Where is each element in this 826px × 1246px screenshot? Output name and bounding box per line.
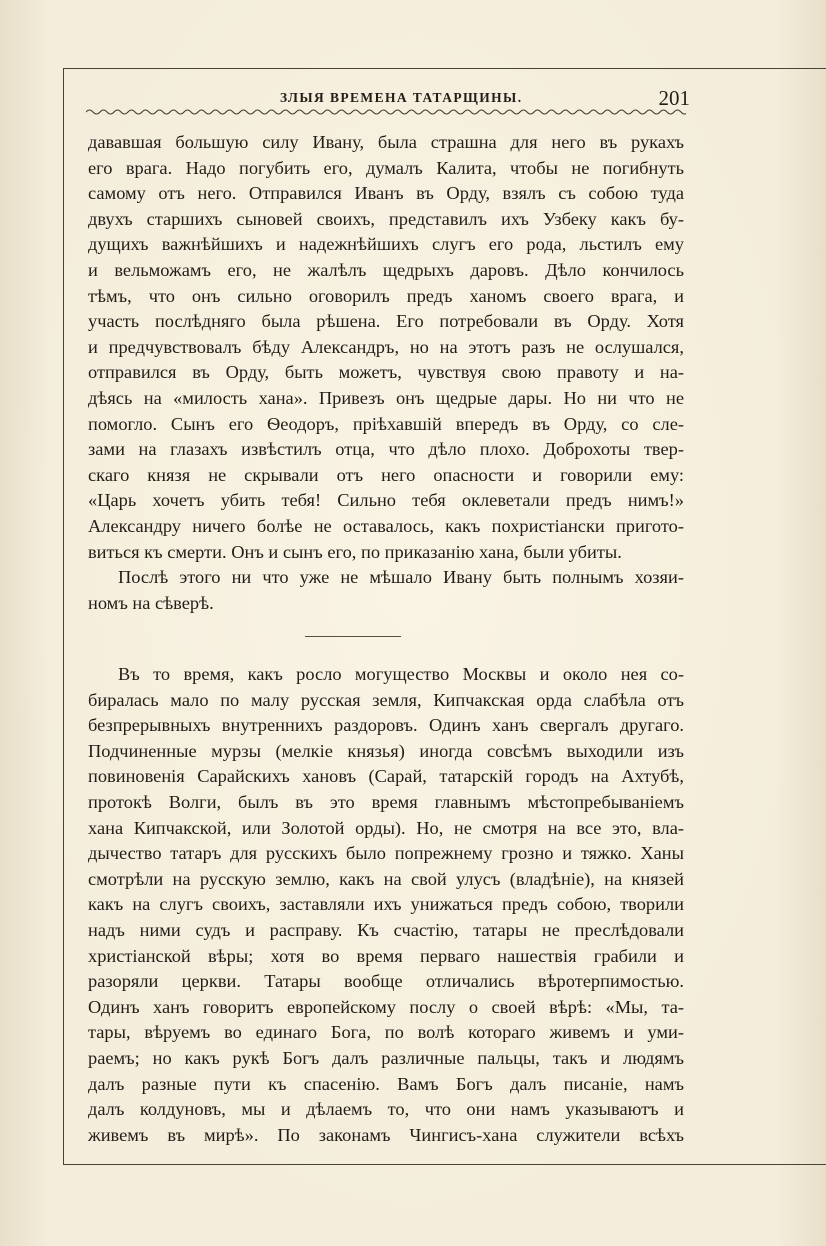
text-line: разоряли церкви. Татары вообще отличались вѣротерпимостью. — [88, 971, 684, 992]
text-line: какъ на слугъ своихъ, заставляли ихъ унижаться предъ собою, творили — [88, 894, 684, 915]
text-line: его врага. Надо погубить его, думалъ Калита, чтобы не погибнуть — [88, 157, 684, 178]
frame-bottom-rule — [63, 1164, 826, 1165]
text-line: Подчиненные мурзы (мелкіе князья) иногда совсѣмъ выходили изъ — [88, 740, 684, 761]
text-line: далъ колдуновъ, мы и дѣлаемъ то, что они намъ указываютъ и — [88, 1099, 684, 1120]
text-line: надъ ними судъ и расправу. Къ счастію, татары не преслѣдовали — [88, 919, 684, 940]
text-line: Въ то время, какъ росло могущество Москвы и около нея со- — [118, 664, 684, 684]
text-line: отправился въ Орду, быть можетъ, чувствуя свою правоту и на- — [88, 362, 684, 383]
text-line: тѣмъ, что онъ сильно оговорилъ предъ ханомъ своего врага, и — [88, 285, 684, 306]
running-title: ЗЛЫЯ ВРЕМЕНА ТАТАРЩИНЫ. — [280, 90, 523, 105]
paragraph-2 — [88, 565, 684, 616]
text-line: дычество татаръ для русскихъ было попрежнему грозно и тяжко. Ханы — [88, 843, 684, 864]
text-line: живемъ въ мирѣ». По законамъ Чингисъ-хана служители всѣхъ — [88, 1124, 684, 1145]
text-line: биралась мало по малу русская земля, Кипчакская орда слабѣла отъ — [88, 689, 684, 710]
frame-top-rule — [63, 68, 826, 69]
paragraph-1 — [88, 130, 684, 565]
text-line: протокѣ Волги, былъ въ это время главнымъ мѣстопребываніемъ — [88, 791, 684, 812]
text-line: двухъ старшихъ сыновей своихъ, представилъ ихъ Узбеку какъ бу- — [88, 208, 684, 229]
text-line: помогло. Сынъ его Ѳеодоръ, пріѣхавшій впередъ въ Орду, со сле- — [88, 413, 684, 434]
text-line: христіанской вѣры; хотя во время перваго нашествія грабили и — [88, 945, 684, 966]
text-line: Послѣ этого ни что уже не мѣшало Ивану быть полнымъ хозяи- — [118, 567, 684, 587]
wavy-line-icon — [86, 106, 686, 118]
frame-left-rule — [63, 68, 64, 1164]
wavy-ornament-rule — [86, 106, 686, 118]
text-line: самому отъ него. Отправился Иванъ въ Орду, взялъ съ собою туда — [88, 183, 684, 204]
text-line: безпрерывныхъ внутреннихъ раздоровъ. Одинъ ханъ свергалъ другаго. — [88, 715, 684, 736]
text-line: дававшая большую силу Ивану, была страшна для него въ рукахъ — [88, 132, 684, 152]
page-number: 201 — [658, 86, 690, 110]
text-line: далъ разные пути къ спасенію. Вамъ Богъ далъ писаніе, намъ — [88, 1073, 684, 1094]
text-line: виться къ смерти. Онъ и сынъ его, по приказанію хана, были убиты. — [88, 541, 622, 562]
text-line: скаго князя не скрывали отъ него опасности и говорили ему: — [88, 464, 684, 485]
text-line: и вельможамъ его, не жалѣлъ щедрыхъ даровъ. Дѣло кончилось — [88, 259, 684, 280]
text-line: зами на глазахъ извѣстилъ отца, что дѣло плохо. Доброхоты твер- — [88, 439, 684, 460]
text-line: Александру ничего болѣе не оставалось, какъ похристіански пригото- — [88, 515, 684, 536]
text-line: раемъ; но какъ рукѣ Богъ далъ различные пальцы, такъ и людямъ — [88, 1047, 684, 1068]
text-line: дущихъ важнѣйшихъ и надежнѣйшихъ слугъ его рода, льстилъ ему — [88, 234, 684, 255]
text-line: участь послѣдняго была рѣшена. Его потребовали въ Орду. Хотя — [88, 311, 684, 332]
paragraph-3 — [88, 662, 684, 1148]
text-line: повиновенія Сарайскихъ хановъ (Сарай, татарскій городъ на Ахтубѣ, — [88, 766, 684, 787]
section-divider — [305, 636, 401, 637]
text-line: номъ на сѣверѣ. — [88, 592, 214, 613]
text-line: и предчувствовалъ бѣду Александръ, но на этотъ разъ не ослушался, — [88, 336, 684, 357]
text-line: дѣясь на «милость хана». Привезъ онъ щедрые дары. Но ни что не — [88, 387, 684, 408]
text-line: «Царь хочетъ убить тебя! Сильно тебя оклеветали предъ нимъ!» — [88, 490, 684, 511]
text-line: смотрѣли на русскую землю, какъ на свой улусъ (владѣніе), на князей — [88, 868, 684, 889]
text-line: тары, вѣруемъ во единаго Бога, по волѣ котораго живемъ и уми- — [88, 1022, 684, 1043]
text-line: Одинъ ханъ говоритъ европейскому послу о своей вѣрѣ: «Мы, та- — [88, 996, 684, 1017]
text-line: хана Кипчакской, или Золотой орды). Но, не смотря на все это, вла- — [88, 817, 684, 838]
